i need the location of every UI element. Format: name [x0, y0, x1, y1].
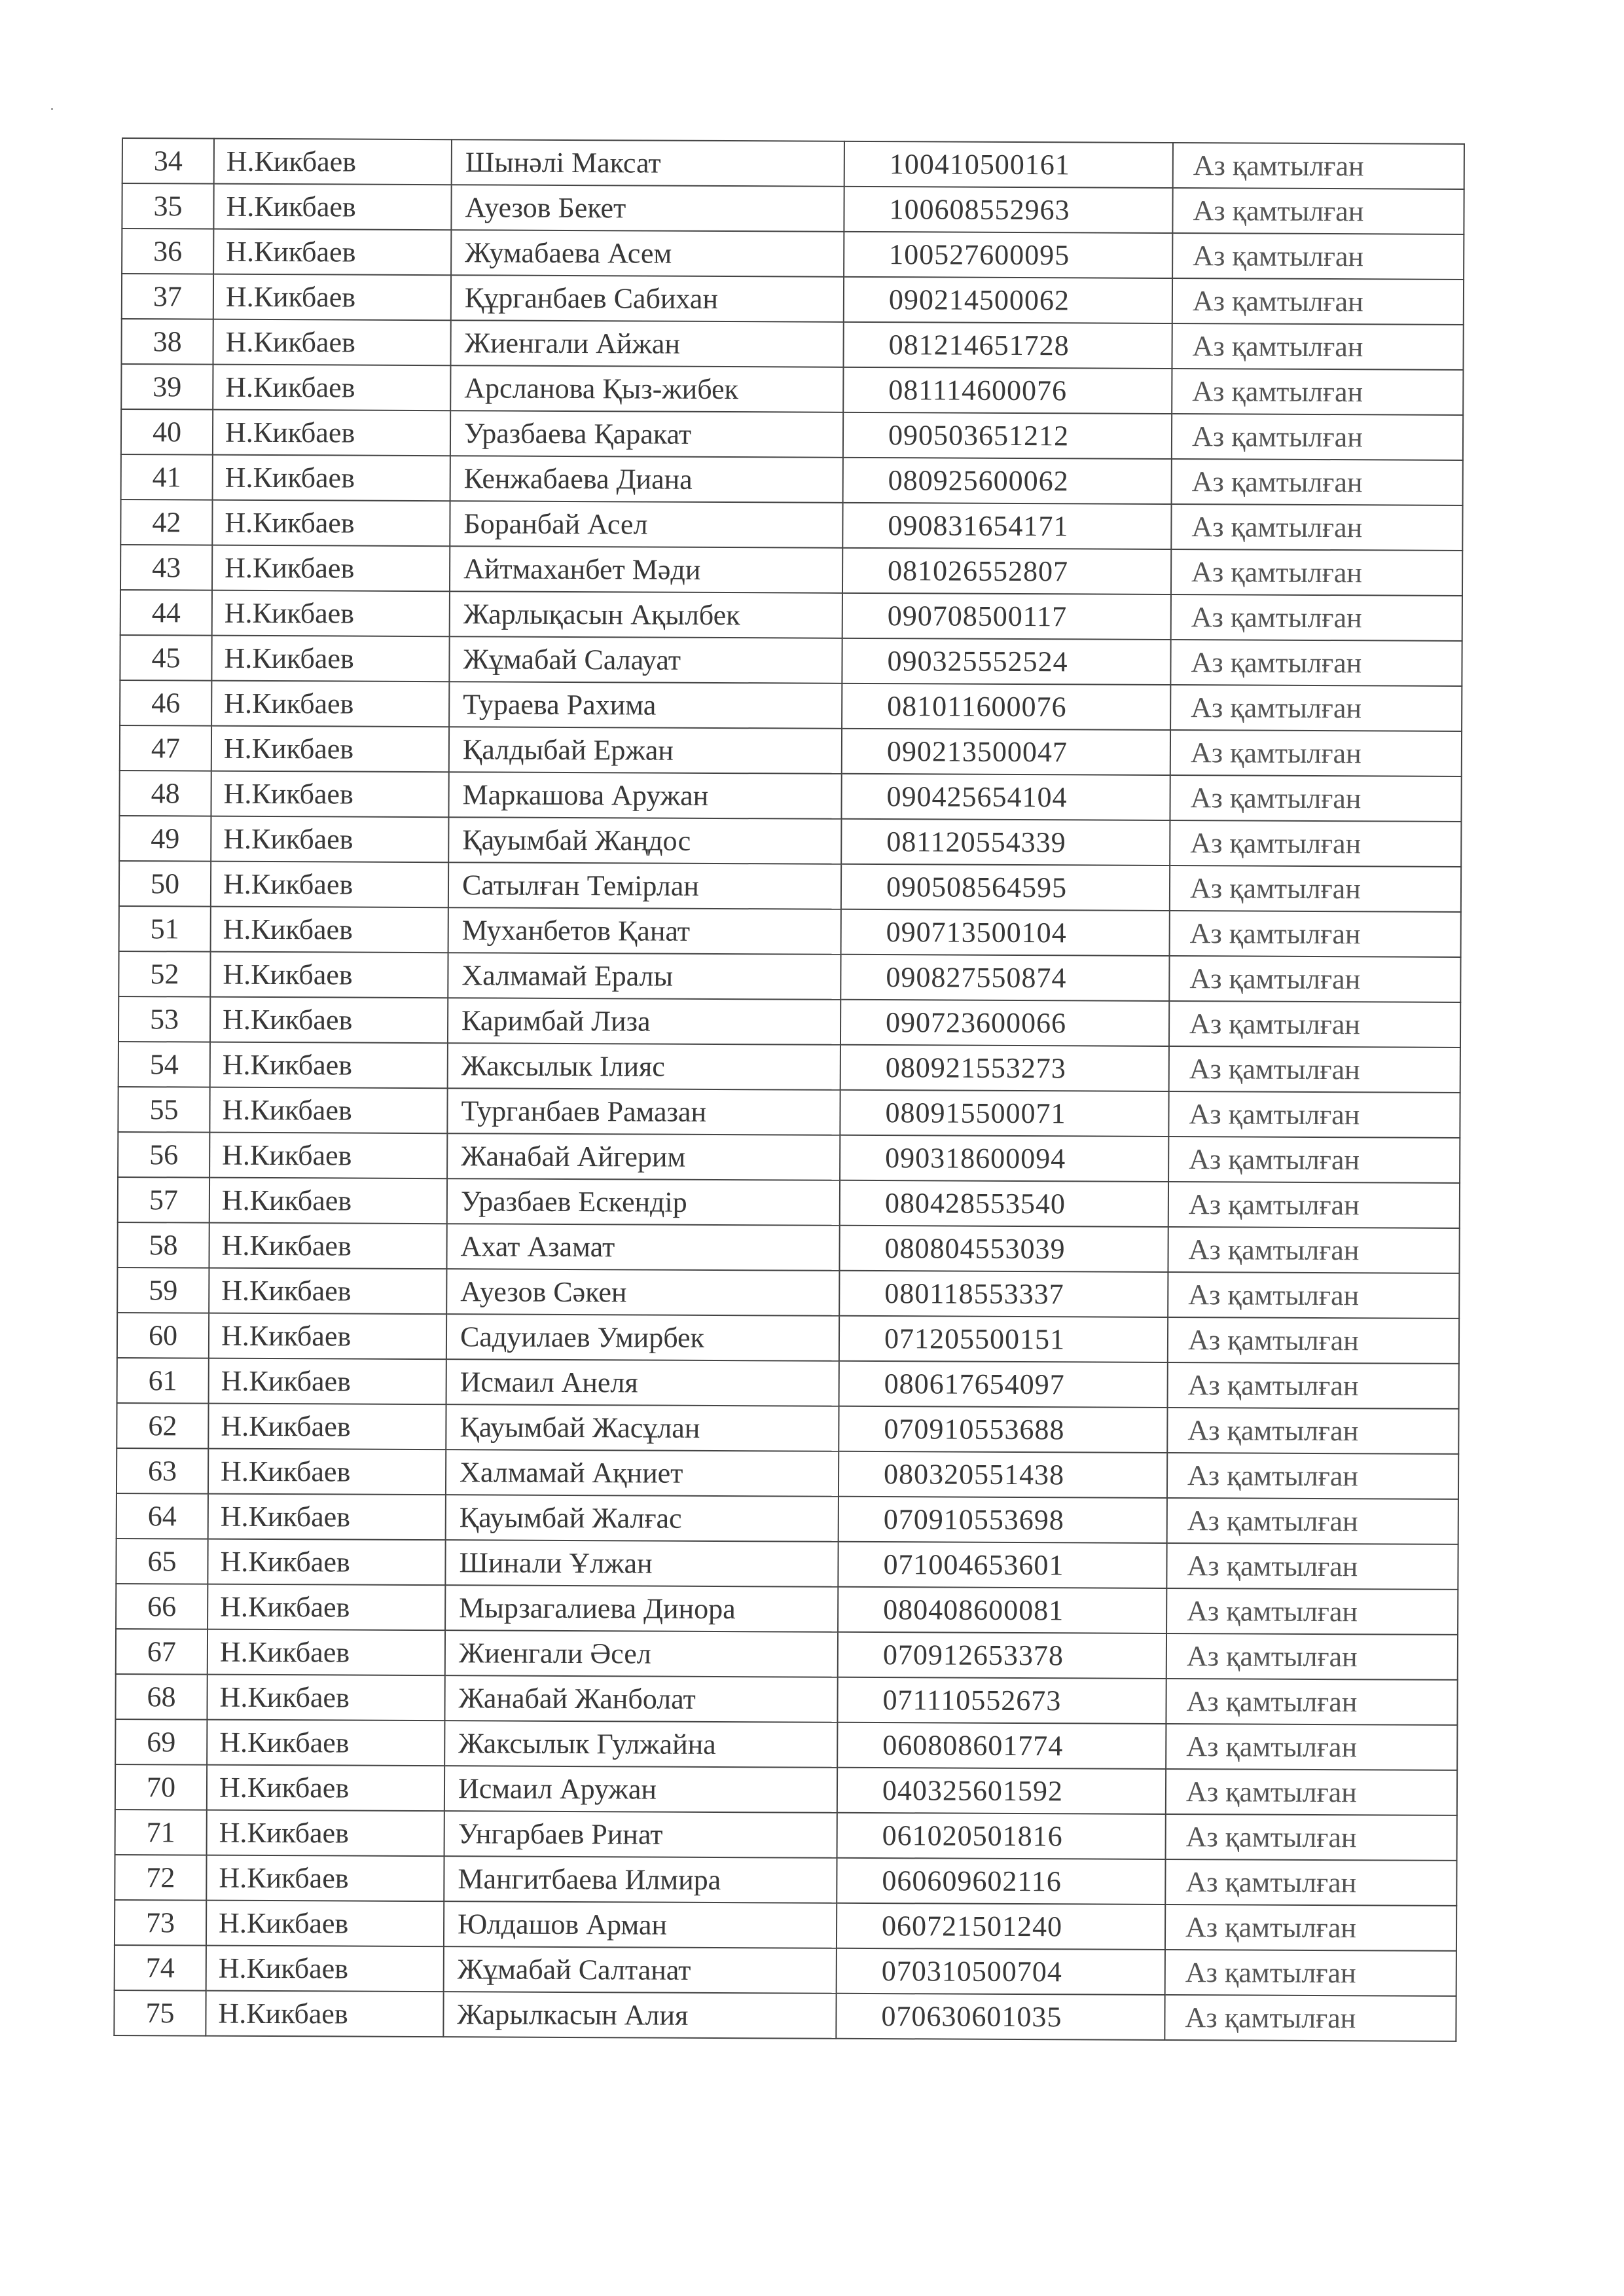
teacher-name: Н.Кикбаев [209, 1358, 446, 1405]
student-iin: 060609602116 [837, 1858, 1165, 1904]
teacher-name: Н.Кикбаев [208, 1584, 445, 1631]
table-row [120, 680, 1462, 731]
table-row [115, 1855, 1456, 1906]
table-row [120, 635, 1462, 686]
teacher-name: Н.Кикбаев [213, 319, 450, 366]
row-number: 47 [120, 725, 211, 771]
teacher-name: Н.Кикбаев [211, 726, 449, 773]
table-row [116, 1539, 1458, 1590]
student-name: Исмаил Аружан [444, 1766, 837, 1813]
student-name: Жанабай Айгерим [447, 1133, 840, 1180]
student-iin: 070912653378 [838, 1632, 1166, 1679]
student-iin: 080915500071 [840, 1090, 1168, 1137]
teacher-name: Н.Кикбаев [213, 410, 450, 456]
student-iin: 060721501240 [837, 1903, 1165, 1950]
table-row [120, 545, 1462, 596]
row-number: 44 [120, 590, 212, 636]
table-row [118, 1177, 1460, 1228]
student-name: Ауезов Сәкен [446, 1269, 839, 1316]
student-name: Каримбай Лиза [448, 998, 840, 1045]
student-table-body [114, 138, 1464, 2041]
teacher-name: Н.Кикбаев [212, 545, 450, 592]
row-number: 37 [122, 274, 213, 319]
student-iin: 080428553540 [840, 1180, 1168, 1227]
row-number: 50 [119, 861, 211, 907]
teacher-name: Н.Кикбаев [212, 500, 450, 547]
student-name: Қалдыбай Ержан [449, 727, 842, 774]
social-status: Аз қамтылған [1168, 1227, 1459, 1273]
row-number: 42 [120, 500, 212, 545]
row-number: 55 [118, 1087, 209, 1133]
teacher-name: Н.Кикбаев [211, 681, 449, 727]
student-iin: 071004653601 [838, 1542, 1166, 1588]
teacher-name: Н.Кикбаев [209, 1268, 446, 1315]
teacher-name: Н.Кикбаев [211, 636, 449, 682]
student-name: Шынәлі Максат [452, 139, 844, 187]
row-number: 71 [115, 1810, 207, 1855]
student-iin: 081026552807 [842, 548, 1171, 594]
student-iin: 070910553688 [839, 1406, 1167, 1453]
student-iin: 081114600076 [843, 367, 1172, 414]
teacher-name: Н.Кикбаев [206, 1855, 444, 1902]
table-row [122, 138, 1464, 189]
social-status: Аз қамтылған [1167, 1453, 1458, 1499]
student-iin: 071205500151 [839, 1316, 1168, 1362]
social-status: Аз қамтылған [1165, 1859, 1456, 1906]
student-iin: 080408600081 [838, 1587, 1166, 1633]
social-status: Аз қамтылған [1166, 1724, 1457, 1770]
social-status: Аз қамтылған [1166, 1679, 1457, 1725]
social-status: Аз қамтылған [1171, 594, 1462, 641]
teacher-name: Н.Кикбаев [213, 455, 450, 501]
social-status: Аз қамтылған [1170, 866, 1461, 912]
social-status: Аз қамтылған [1170, 820, 1461, 867]
student-name: Турганбаев Рамазан [447, 1088, 840, 1135]
row-number: 68 [115, 1674, 207, 1720]
teacher-name: Н.Кикбаев [207, 1810, 444, 1857]
student-iin: 070910553698 [839, 1497, 1167, 1543]
social-status: Аз қамтылған [1166, 1588, 1458, 1635]
student-name: Халмамай Ақниет [446, 1449, 839, 1497]
social-status: Аз қамтылған [1171, 504, 1462, 551]
social-status: Аз қамтылған [1172, 278, 1464, 325]
student-name: Жумабаева Асем [451, 230, 844, 277]
student-iin: 080804553039 [839, 1226, 1168, 1272]
row-number: 40 [121, 409, 213, 455]
teacher-name: Н.Кикбаев [210, 952, 448, 998]
row-number: 64 [117, 1493, 208, 1539]
teacher-name: Н.Кикбаев [209, 1087, 447, 1134]
student-iin: 090708500117 [842, 593, 1171, 640]
teacher-name: Н.Кикбаев [209, 1133, 447, 1179]
student-iin: 061020501816 [837, 1813, 1166, 1859]
teacher-name: Н.Кикбаев [210, 997, 448, 1044]
teacher-name: Н.Кикбаев [206, 1946, 444, 1992]
row-number: 39 [121, 364, 213, 410]
student-name: Мангитбаева Илмира [444, 1856, 837, 1903]
row-number: 58 [117, 1222, 209, 1268]
table-row [114, 1990, 1456, 2041]
table-row [119, 861, 1461, 912]
table-row [120, 725, 1462, 776]
student-name: Боранбай Асел [450, 501, 842, 548]
table-row [117, 1313, 1459, 1364]
student-iin: 090325552524 [842, 638, 1170, 685]
student-iin: 090213500047 [842, 729, 1170, 775]
student-name: Маркашова Аружан [448, 772, 841, 819]
row-number: 61 [117, 1358, 209, 1404]
social-status: Аз қамтылған [1173, 143, 1464, 189]
teacher-name: Н.Кикбаев [208, 1494, 446, 1540]
table-row [118, 951, 1460, 1002]
student-name: Жарылкасын Алия [443, 1992, 836, 2039]
table-row [117, 1448, 1458, 1499]
student-iin: 090827550874 [840, 955, 1169, 1001]
student-table [113, 137, 1465, 2042]
social-status: Аз қамтылған [1170, 640, 1462, 686]
student-name: Ахат Азамат [446, 1224, 839, 1271]
row-number: 66 [116, 1584, 208, 1630]
teacher-name: Н.Кикбаев [206, 1901, 444, 1947]
student-iin: 090425654104 [841, 774, 1170, 820]
teacher-name: Н.Кикбаев [209, 1223, 446, 1269]
social-status: Аз қамтылған [1169, 1001, 1460, 1048]
social-status: Аз қамтылған [1168, 1182, 1460, 1228]
teacher-name: Н.Кикбаев [208, 1449, 446, 1495]
row-number: 75 [114, 1990, 206, 2036]
table-row [122, 228, 1464, 280]
row-number: 49 [119, 816, 211, 862]
student-name: Арсланова Қыз-жибек [450, 365, 843, 412]
social-status: Аз қамтылған [1172, 323, 1463, 370]
student-iin: 081011600076 [842, 683, 1170, 730]
table-row [118, 1087, 1460, 1138]
student-name: Қауымбай Жаңдос [448, 817, 841, 864]
student-iin: 080320551438 [839, 1451, 1167, 1498]
row-number: 73 [115, 1900, 206, 1946]
row-number: 52 [118, 951, 210, 997]
row-number: 38 [121, 319, 213, 365]
student-iin: 080925600062 [843, 458, 1172, 504]
teacher-name: Н.Кикбаев [208, 1404, 446, 1450]
social-status: Аз қамтылған [1170, 685, 1462, 731]
table-row [119, 906, 1461, 957]
row-number: 48 [119, 771, 211, 816]
teacher-name: Н.Кикбаев [211, 816, 448, 863]
social-status: Аз қамтылған [1165, 1904, 1456, 1951]
teacher-name: Н.Кикбаев [209, 1313, 446, 1360]
student-name: Жанабай Жанболат [444, 1675, 837, 1722]
teacher-name: Н.Кикбаев [211, 907, 448, 953]
row-number: 59 [117, 1267, 209, 1313]
row-number: 56 [118, 1132, 209, 1178]
student-iin: 081214651728 [843, 322, 1172, 369]
row-number: 43 [120, 545, 212, 591]
table-row [115, 1900, 1456, 1951]
student-iin: 081120554339 [841, 819, 1170, 866]
teacher-name: Н.Кикбаев [210, 1042, 448, 1089]
table-row [121, 364, 1463, 415]
table-row [119, 771, 1461, 822]
social-status: Аз қамтылған [1169, 956, 1460, 1002]
row-number: 35 [122, 183, 213, 229]
student-iin: 090318600094 [840, 1135, 1168, 1182]
student-name: Муханбетов Қанат [448, 907, 841, 955]
teacher-name: Н.Кикбаев [207, 1765, 444, 1812]
student-name: Құрганбаев Сабихан [451, 275, 844, 322]
student-iin: 100608552963 [844, 187, 1172, 233]
student-name: Юлдашов Арман [444, 1901, 837, 1948]
table-row [115, 1719, 1457, 1770]
table-row [121, 319, 1463, 370]
student-iin: 071110552673 [837, 1677, 1166, 1724]
row-number: 70 [115, 1764, 207, 1810]
row-number: 65 [116, 1539, 208, 1584]
teacher-name: Н.Кикбаев [209, 1178, 447, 1224]
row-number: 67 [116, 1629, 208, 1675]
student-iin: 100410500161 [844, 141, 1173, 188]
row-number: 53 [118, 996, 210, 1042]
table-row [121, 409, 1463, 460]
social-status: Аз қамтылған [1172, 369, 1463, 415]
student-name: Жаксылык Гулжайна [444, 1721, 837, 1768]
social-status: Аз қамтылған [1167, 1498, 1458, 1544]
table-row [117, 1493, 1458, 1544]
row-number: 36 [122, 228, 213, 274]
social-status: Аз қамтылған [1168, 1137, 1460, 1183]
student-name: Исмаил Анеля [446, 1359, 839, 1406]
row-number: 69 [115, 1719, 207, 1765]
student-iin: 090831654171 [842, 503, 1171, 549]
social-status: Аз қамтылған [1171, 549, 1462, 596]
table-row [115, 1945, 1456, 1996]
social-status: Аз қамтылған [1168, 1317, 1459, 1364]
student-name: Жиенгали Әсел [445, 1630, 838, 1677]
social-status: Аз қамтылған [1170, 730, 1462, 776]
table-row [121, 454, 1463, 505]
student-iin: 100527600095 [844, 232, 1172, 278]
student-name: Жарлықасын Ақылбек [450, 591, 842, 638]
student-name: Ауезов Бекет [451, 185, 844, 232]
student-iin: 080118553337 [839, 1271, 1168, 1317]
row-number: 45 [120, 635, 211, 681]
social-status: Аз қамтылған [1172, 459, 1463, 505]
social-status: Аз қамтылған [1168, 1091, 1460, 1138]
student-name: Уразбаева Қаракат [450, 410, 843, 458]
table-row [117, 1222, 1459, 1273]
social-status: Аз қамтылған [1168, 1272, 1459, 1319]
row-number: 51 [119, 906, 211, 952]
student-iin: 090508564595 [841, 864, 1170, 911]
teacher-name: Н.Кикбаев [211, 771, 448, 818]
student-iin: 080921553273 [840, 1045, 1169, 1091]
table-row [120, 590, 1462, 641]
student-name: Тураева Рахима [449, 682, 842, 729]
student-name: Кенжабаева Диана [450, 456, 843, 503]
social-status: Аз қамтылған [1172, 414, 1463, 460]
teacher-name: Н.Кикбаев [213, 274, 451, 321]
student-name: Айтмаханбет Мәди [450, 546, 842, 593]
student-name: Унгарбаев Ринат [444, 1811, 837, 1858]
student-iin: 090503651212 [843, 412, 1172, 459]
social-status: Аз қамтылған [1170, 775, 1461, 822]
teacher-name: Н.Кикбаев [212, 591, 450, 637]
student-iin: 070310500704 [837, 1948, 1165, 1995]
row-number: 74 [115, 1945, 206, 1991]
row-number: 63 [117, 1448, 208, 1494]
table-row [118, 1042, 1460, 1093]
social-status: Аз қамтылған [1164, 1995, 1456, 2041]
table-row [115, 1764, 1457, 1815]
student-name: Қауымбай Жалғас [446, 1495, 839, 1542]
student-iin: 070630601035 [836, 1994, 1164, 2040]
teacher-name: Н.Кикбаев [214, 139, 452, 185]
row-number: 34 [122, 138, 214, 184]
social-status: Аз қамтылған [1166, 1769, 1457, 1815]
student-iin: 090713500104 [841, 909, 1170, 956]
social-status: Аз қамтылған [1167, 1408, 1458, 1454]
student-name: Жұмабай Салауат [449, 636, 842, 683]
table-row [115, 1674, 1457, 1725]
student-name: Қауымбай Жасұлан [446, 1404, 839, 1451]
table-row [117, 1403, 1458, 1454]
student-iin: 090214500062 [844, 277, 1172, 323]
social-status: Аз қамтылған [1169, 1046, 1460, 1093]
teacher-name: Н.Кикбаев [207, 1675, 444, 1721]
student-name: Мырзагалиева Динора [445, 1585, 838, 1632]
teacher-name: Н.Кикбаев [208, 1539, 445, 1586]
teacher-name: Н.Кикбаев [208, 1630, 445, 1676]
table-row [122, 183, 1464, 234]
social-status: Аз қамтылған [1172, 188, 1464, 234]
student-iin: 040325601592 [837, 1768, 1166, 1814]
table-row [120, 500, 1462, 551]
social-status: Аз қамтылған [1166, 1814, 1457, 1861]
table-row [116, 1584, 1458, 1635]
student-name: Жиенгали Айжан [450, 320, 843, 367]
teacher-name: Н.Кикбаев [213, 365, 450, 411]
social-status: Аз қамтылған [1166, 1633, 1458, 1680]
row-number: 60 [117, 1313, 209, 1358]
teacher-name: Н.Кикбаев [207, 1720, 444, 1766]
table-row [118, 1132, 1460, 1183]
student-iin: 060808601774 [837, 1722, 1166, 1769]
row-number: 62 [117, 1403, 208, 1449]
social-status: Аз қамтылған [1166, 1543, 1458, 1590]
social-status: Аз қамтылған [1165, 1950, 1456, 1996]
table-row [119, 816, 1461, 867]
student-name: Сатылған Темірлан [448, 862, 841, 909]
teacher-name: Н.Кикбаев [213, 184, 451, 230]
student-name: Халмамай Ералы [448, 953, 840, 1000]
row-number: 54 [118, 1042, 210, 1087]
row-number: 72 [115, 1855, 206, 1901]
table-row [116, 1629, 1458, 1680]
teacher-name: Н.Кикбаев [206, 1991, 443, 2037]
row-number: 41 [121, 454, 213, 500]
table-row [117, 1358, 1459, 1409]
student-name: Садуилаев Умирбек [446, 1314, 839, 1361]
teacher-name: Н.Кикбаев [211, 862, 448, 908]
table-row [122, 274, 1464, 325]
social-status: Аз қамтылған [1170, 911, 1461, 957]
row-number: 57 [118, 1177, 209, 1223]
student-name: Жұмабай Салтанат [444, 1946, 837, 1994]
table-row [115, 1810, 1457, 1861]
teacher-name: Н.Кикбаев [213, 229, 451, 276]
student-name: Уразбаев Ескендір [447, 1178, 840, 1226]
table-row [118, 996, 1460, 1048]
social-status: Аз қамтылған [1172, 233, 1464, 280]
social-status: Аз қамтылған [1168, 1362, 1459, 1409]
student-name: Жаксылык Ілияс [448, 1043, 840, 1090]
scan-speck [51, 108, 53, 110]
student-iin: 090723600066 [840, 1000, 1169, 1046]
row-number: 46 [120, 680, 211, 726]
table-row [117, 1267, 1459, 1319]
student-name: Шинали Ұлжан [445, 1540, 838, 1587]
student-iin: 080617654097 [839, 1361, 1168, 1408]
